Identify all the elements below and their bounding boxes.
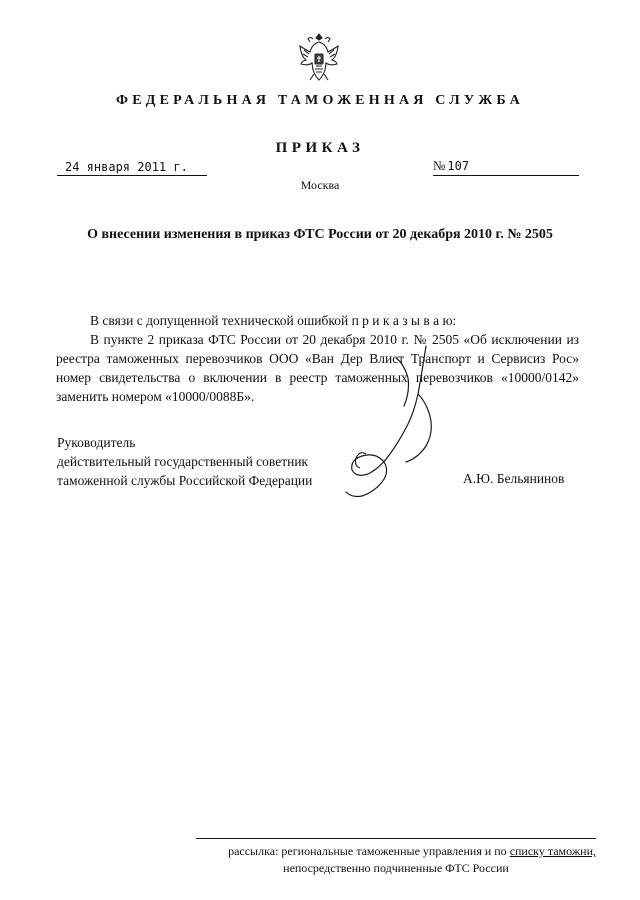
intro-paragraph: В связи с допущенной технической ошибкой п р и к а з ы в а ю: <box>90 313 457 328</box>
order-number-field <box>433 158 579 176</box>
order-number: 107 <box>447 159 470 173</box>
city: Москва <box>300 178 340 192</box>
distribution-list <box>196 838 596 877</box>
signer-name: А.Ю. Бельянинов <box>463 471 565 486</box>
order-body <box>56 311 579 406</box>
main-paragraph: В пункте 2 приказа ФТС России от 20 декабря 2010 г. № 2505 «Об исключении из реестра таможенных перевозчиков ООО «Ван Дер Влист Транспорт и Сервисиз Рос» номер свидетельства о включении в реестр таможенных перевозчиков «10000/0142» заменить номером «10000/0088Б». <box>56 332 579 404</box>
distribution-underlined: списку таможни, <box>509 844 596 858</box>
document-type: ПРИКАЗ <box>275 140 365 156</box>
handwritten-signature <box>330 342 470 502</box>
document-title: О внесении изменения в приказ ФТС России от 20 декабря 2010 г. № 2505 <box>87 227 553 242</box>
distribution-line2: непосредственно подчиненные ФТС России <box>283 861 509 875</box>
distribution-line1 <box>196 843 596 860</box>
coat-of-arms-icon <box>296 30 342 84</box>
number-sign: № <box>433 158 446 173</box>
order-date: 24 января 2011 г. <box>57 160 207 176</box>
signer-block <box>57 433 312 490</box>
signer-position-line2: действительный государственный советник <box>57 454 309 469</box>
signer-position-line3: таможенной службы Российской Федерации <box>57 473 313 488</box>
distribution-prefix: рассылка: региональные таможенные управления и по <box>228 844 510 858</box>
agency-name: ФЕДЕРАЛЬНАЯ ТАМОЖЕННАЯ СЛУЖБА <box>116 93 524 108</box>
signer-position-line1: Руководитель <box>57 435 136 450</box>
